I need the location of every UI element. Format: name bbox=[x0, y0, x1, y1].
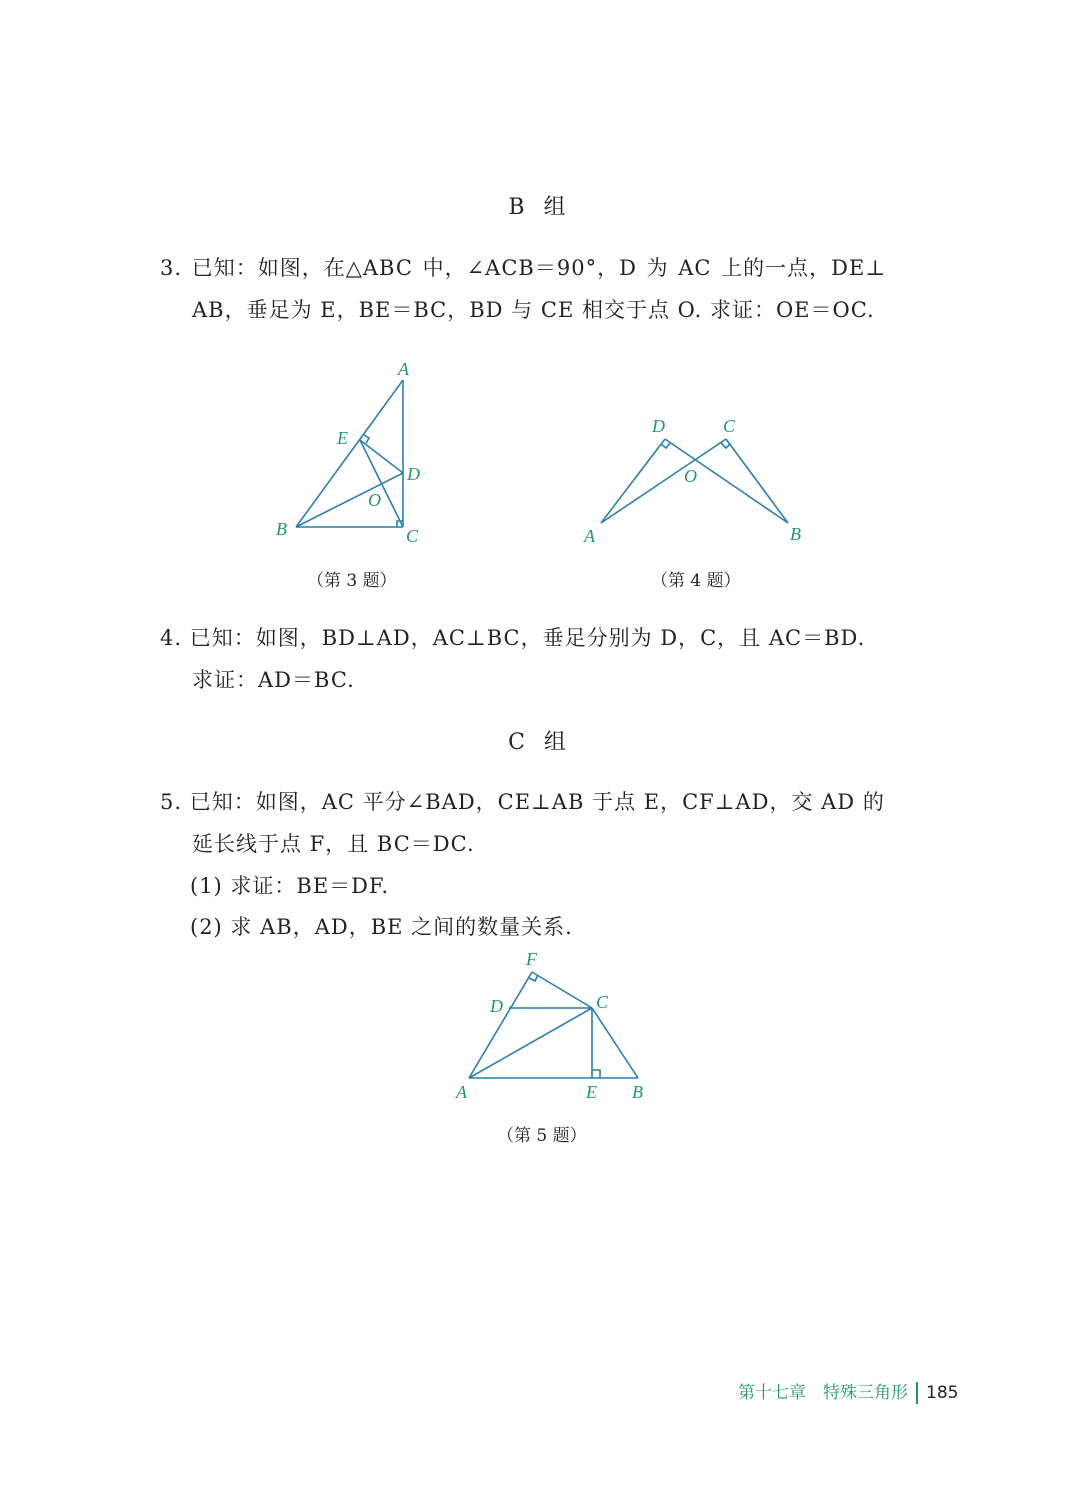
label-e: E bbox=[586, 1082, 597, 1102]
label-d: D bbox=[490, 996, 503, 1016]
label-a: A bbox=[584, 526, 595, 546]
problem-5-part-2: (2) 求 AB，AD，BE 之间的数量关系. bbox=[190, 915, 573, 939]
problem-5-line-1: 5. 已知：如图，AC 平分∠BAD，CE⊥AB 于点 E，CF⊥AD，交 AD 的 bbox=[160, 790, 885, 814]
section-b-heading: B 组 bbox=[508, 195, 572, 220]
label-a: A bbox=[398, 359, 409, 379]
label-c: C bbox=[406, 526, 419, 546]
figure-5-caption: （第 5 题） bbox=[497, 1126, 587, 1146]
page-number: 185 bbox=[926, 1383, 959, 1403]
problem-5-line-2: 延长线于点 F，且 BC＝DC. bbox=[192, 832, 475, 856]
figure-3-caption: （第 3 题） bbox=[307, 571, 397, 591]
right-angle-mark-e bbox=[364, 435, 369, 443]
label-b: B bbox=[276, 519, 287, 539]
chapter-title: 第十七章 特殊三角形 bbox=[738, 1383, 908, 1403]
label-o: O bbox=[684, 466, 697, 486]
problem-3-line-2: AB，垂足为 E，BE＝BC，BD 与 CE 相交于点 O. 求证：OE＝OC. bbox=[192, 298, 875, 322]
right-angle-mark-e bbox=[592, 1070, 600, 1078]
problem-3-line-1: 3. 已知：如图，在△ABC 中，∠ACB＝90°，D 为 AC 上的一点，DE⊥ bbox=[160, 256, 887, 280]
label-d: D bbox=[652, 416, 665, 436]
problem-4-line-1: 4. 已知：如图，BD⊥AD，AC⊥BC，垂足分别为 D，C，且 AC＝BD. bbox=[160, 626, 866, 650]
label-o: O bbox=[368, 490, 381, 510]
label-b: B bbox=[790, 524, 801, 544]
problem-5-part-1: (1) 求证：BE＝DF. bbox=[190, 874, 389, 898]
label-a: A bbox=[456, 1082, 467, 1102]
label-d: D bbox=[407, 464, 420, 484]
figure-4-caption: （第 4 题） bbox=[651, 571, 741, 591]
label-f: F bbox=[526, 949, 537, 969]
label-b: B bbox=[632, 1082, 643, 1102]
figure-5 bbox=[455, 949, 643, 1102]
label-c: C bbox=[596, 992, 609, 1012]
section-c-heading: C 组 bbox=[508, 730, 572, 755]
page-footer bbox=[738, 1378, 958, 1404]
label-e: E bbox=[337, 428, 348, 448]
footer-divider bbox=[916, 1382, 918, 1404]
figure-3 bbox=[276, 359, 420, 546]
problem-4-line-2: 求证：AD＝BC. bbox=[192, 668, 355, 692]
label-c: C bbox=[723, 416, 736, 436]
figure-4 bbox=[583, 416, 801, 546]
